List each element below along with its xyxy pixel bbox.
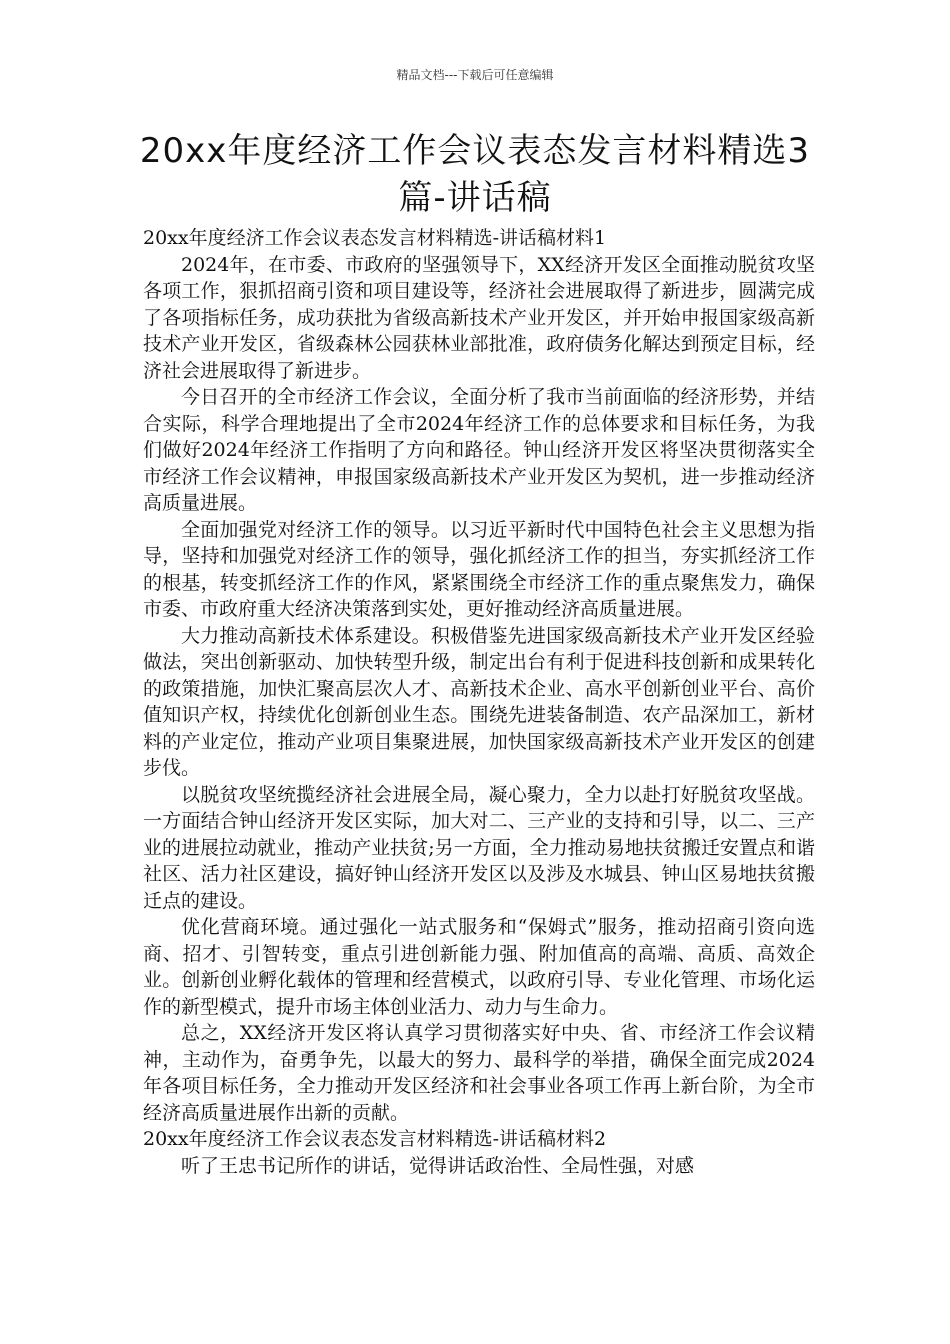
paragraph: 2024年，在市委、市政府的坚强领导下，XX经济开发区全面推动脱贫攻坚各项工作，狠抓招商引资和项目建设等，经济社会进展取得了新进步，圆满完成了各项指标任务，成功获批为省级高新技术产业开发区，并开始申报国家级高新技术产业开发区，省级森林公园获林业部批准，政府债务化解达到预定目标，经济社会进展取得了新进步。 <box>143 253 815 382</box>
paragraph: 听了王忠书记所作的讲话，觉得讲话政治性、全局性强，对感 <box>181 1154 695 1177</box>
paragraph: 今日召开的全市经济工作会议，全面分析了我市当前面临的经济形势，并结合实际，科学合理地提出了全市2024年经济工作的总体要求和目标任务，为我们做好2024年经济工作指明了方向和路径。钟山经济开发区将坚决贯彻落实全市经济工作会议精神，申报国家级高新技术产业开发区为契机，进一步推动经济高质量进展。 <box>143 386 815 514</box>
section-subtitle: 20xx年度经济工作会议表态发言材料精选-讲话稿材料2 <box>143 1128 607 1150</box>
paragraph: 大力推动高新技术体系建设。积极借鉴先进国家级高新技术产业开发区经验做法，突出创新驱动、加快转型升级，制定出台有利于促进科技创新和成果转化的政策措施，加快汇聚高层次人才、高新技术企业、高水平创新创业平台、高价值知识产权，持续优化创新创业生态。围绕先进装备制造、农产品深加工，新材料的产业定位，推动产业项目集聚进展，加快国家级高新技术产业开发区的创建步伐。 <box>143 624 815 779</box>
paragraph: 总之，XX经济开发区将认真学习贯彻落实好中央、省、市经济工作会议精神，主动作为，奋勇争先，以最大的努力、最科学的举措，确保全面完成2024年各项目标任务，全力推动开发区经济和社会事业各项工作再上新台阶，为全市经济高质量进展作出新的贡献。 <box>143 1022 815 1124</box>
document-title: 20xx年度经济工作会议表态发言材料精选3篇-讲话稿 <box>139 131 811 218</box>
paragraph: 以脱贫攻坚统揽经济社会进展全局，凝心聚力，全力以赴打好脱贫攻坚战。一方面结合钟山经济开发区实际，加大对二、三产业的支持和引导，以二、三产业的进展拉动就业，推动产业扶贫;另一方面，全力推动易地扶贫搬迁安置点和谐社区、活力社区建设，搞好钟山经济开发区以及涉及水城县、钟山区易地扶贫搬迁点的建设。 <box>143 783 815 912</box>
document-body <box>143 225 815 1179</box>
paragraph: 优化营商环境。通过强化一站式服务和“保姆式”服务，推动招商引资向选商、招才、引智转变，重点引进创新能力强、附加值高的高端、高质、高效企业。创新创业孵化载体的管理和经营模式，以政府引导、专业化管理、市场化运作的新型模式，提升市场主体创业活力、动力与生命力。 <box>143 916 815 1018</box>
paragraph: 全面加强党对经济工作的领导。以习近平新时代中国特色社会主义思想为指导，坚持和加强党对经济工作的领导，强化抓经济工作的担当，夯实抓经济工作的根基，转变抓经济工作的作风，紧紧围绕全市经济工作的重点聚焦发力，确保市委、市政府重大经济决策落到实处，更好推动经济高质量进展。 <box>143 518 815 620</box>
section-subtitle: 20xx年度经济工作会议表态发言材料精选-讲话稿材料1 <box>143 227 607 249</box>
header-note: 精品文档---下载后可任意编辑 <box>396 68 554 82</box>
